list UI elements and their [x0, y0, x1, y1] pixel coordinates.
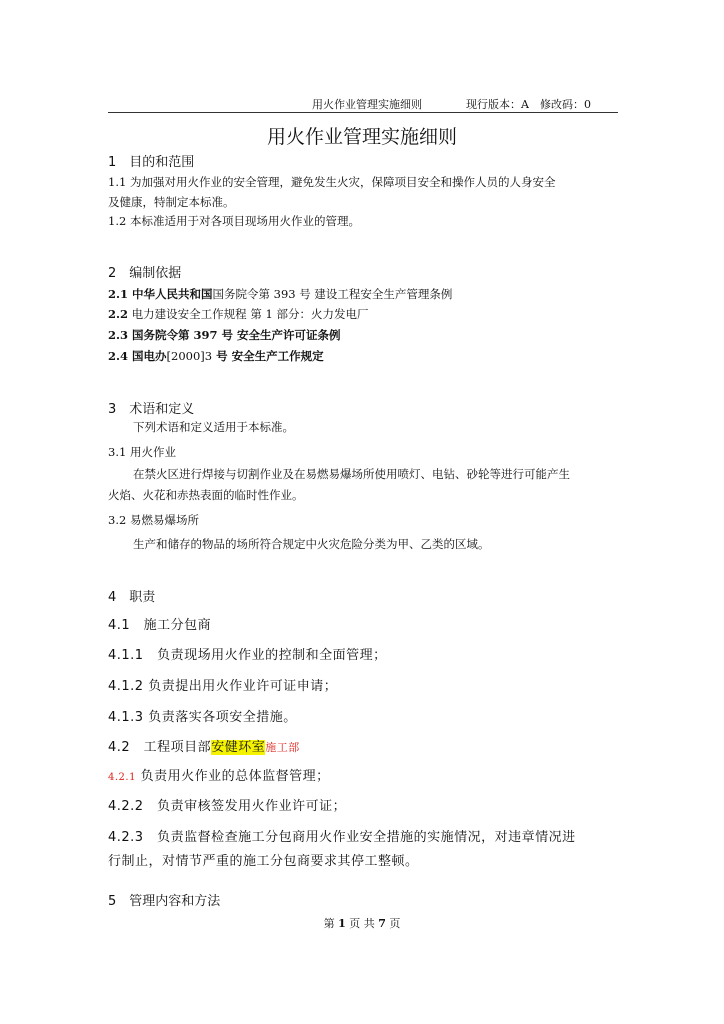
resp-4-2-1 — [108, 765, 330, 784]
resp-4-2-2: 4.2.2 负责审核签发用火作业许可证； — [108, 799, 347, 814]
resp-4-2-3-line2: 行制止，对情节严重的施工分包商要求其停工整顿。 — [108, 854, 419, 869]
basis-item-1-bold: 2.1 中华人民共和国 — [108, 287, 213, 301]
para-1-1-line1: 1.1 为加强对用火作业的安全管理，避免发生火灾，保障项目安全和操作人员的人身安全 — [108, 175, 556, 189]
basis-item-4-bold: 2.4 国电办 — [108, 349, 167, 363]
sub-4-2-heading — [108, 736, 300, 755]
resp-4-1-3: 4.1.3 负责落实各项安全措施。 — [108, 710, 297, 725]
terms-intro: 下列术语和定义适用于本标准。 — [133, 420, 294, 434]
section-2-heading: 2 编制依据 — [108, 266, 182, 281]
footer-page-number: 1 — [338, 917, 346, 930]
footer-total-pages: 7 — [378, 917, 386, 930]
para-1-1-line2: 及健康，特制定本标准。 — [108, 195, 235, 209]
basis-item-2 — [108, 306, 368, 322]
page-footer — [0, 915, 724, 931]
resp-4-1-2: 4.1.2 负责提出用火作业许可证申请； — [108, 679, 338, 694]
header-doc-name: 用火作业管理实施细则 — [312, 98, 422, 111]
resp-4-1-1: 4.1.1 负责现场用火作业的控制和全面管理； — [108, 648, 387, 663]
basis-item-4-mid: [2000]3 — [166, 349, 213, 363]
basis-item-4-end: 号 安全生产工作规定 — [212, 349, 324, 363]
sub-4-2-highlighted: 安健环室 — [211, 740, 266, 755]
term-3-1-def-line2: 火焰、火花和赤热表面的临时性作业。 — [108, 488, 304, 502]
footer-middle: 页 共 — [345, 917, 379, 930]
resp-4-2-3-line1: 4.2.3 负责监督检查施工分包商用火作业安全措施的实施情况，对违章情况进 — [108, 830, 576, 845]
header-rule — [108, 112, 618, 113]
basis-item-4 — [108, 348, 324, 364]
term-3-2-title: 3.2 易燃易爆场所 — [108, 513, 199, 527]
basis-item-1 — [108, 286, 452, 302]
term-3-1-title: 3.1 用火作业 — [108, 445, 176, 459]
sub-4-1-heading: 4.1 施工分包商 — [108, 618, 212, 633]
resp-4-2-1-text: 负责用火作业的总体监督管理； — [135, 769, 330, 784]
sub-4-2-prefix: 4.2 工程项目部 — [108, 740, 212, 755]
section-1-heading: 1 目的和范围 — [108, 155, 195, 170]
section-5-heading: 5 管理内容和方法 — [108, 894, 221, 909]
header-version: 现行版本：A 修改码：0 — [466, 98, 591, 111]
term-3-1-def-line1: 在禁火区进行焊接与切割作业及在易燃易爆场所使用喷灯、电钻、砂轮等进行可能产生 — [133, 467, 570, 481]
footer-prefix: 第 — [323, 917, 339, 930]
para-1-2: 1.2 本标准适用于对各项目现场用火作业的管理。 — [108, 214, 360, 228]
footer-suffix: 页 — [385, 917, 401, 930]
basis-item-3: 2.3 国务院令第 397 号 安全生产许可证条例 — [108, 328, 341, 342]
page-header — [312, 96, 591, 112]
section-3-heading: 3 术语和定义 — [108, 402, 195, 417]
term-3-2-def: 生产和储存的物品的场所符合规定中火灾危险分类为甲、乙类的区域。 — [133, 537, 490, 551]
resp-4-2-1-num: 4.2.1 — [108, 772, 136, 783]
basis-item-1-rest: 国务院令第 393 号 建设工程安全生产管理条例 — [212, 287, 453, 301]
sub-4-2-red-text: 施工部 — [265, 741, 300, 754]
section-4-heading: 4 职责 — [108, 590, 156, 605]
document-title: 用火作业管理实施细则 — [266, 126, 457, 148]
basis-item-2-rest: 电力建设安全工作规程 第 1 部分：火力发电厂 — [128, 307, 369, 321]
basis-item-2-bold: 2.2 — [108, 307, 129, 321]
